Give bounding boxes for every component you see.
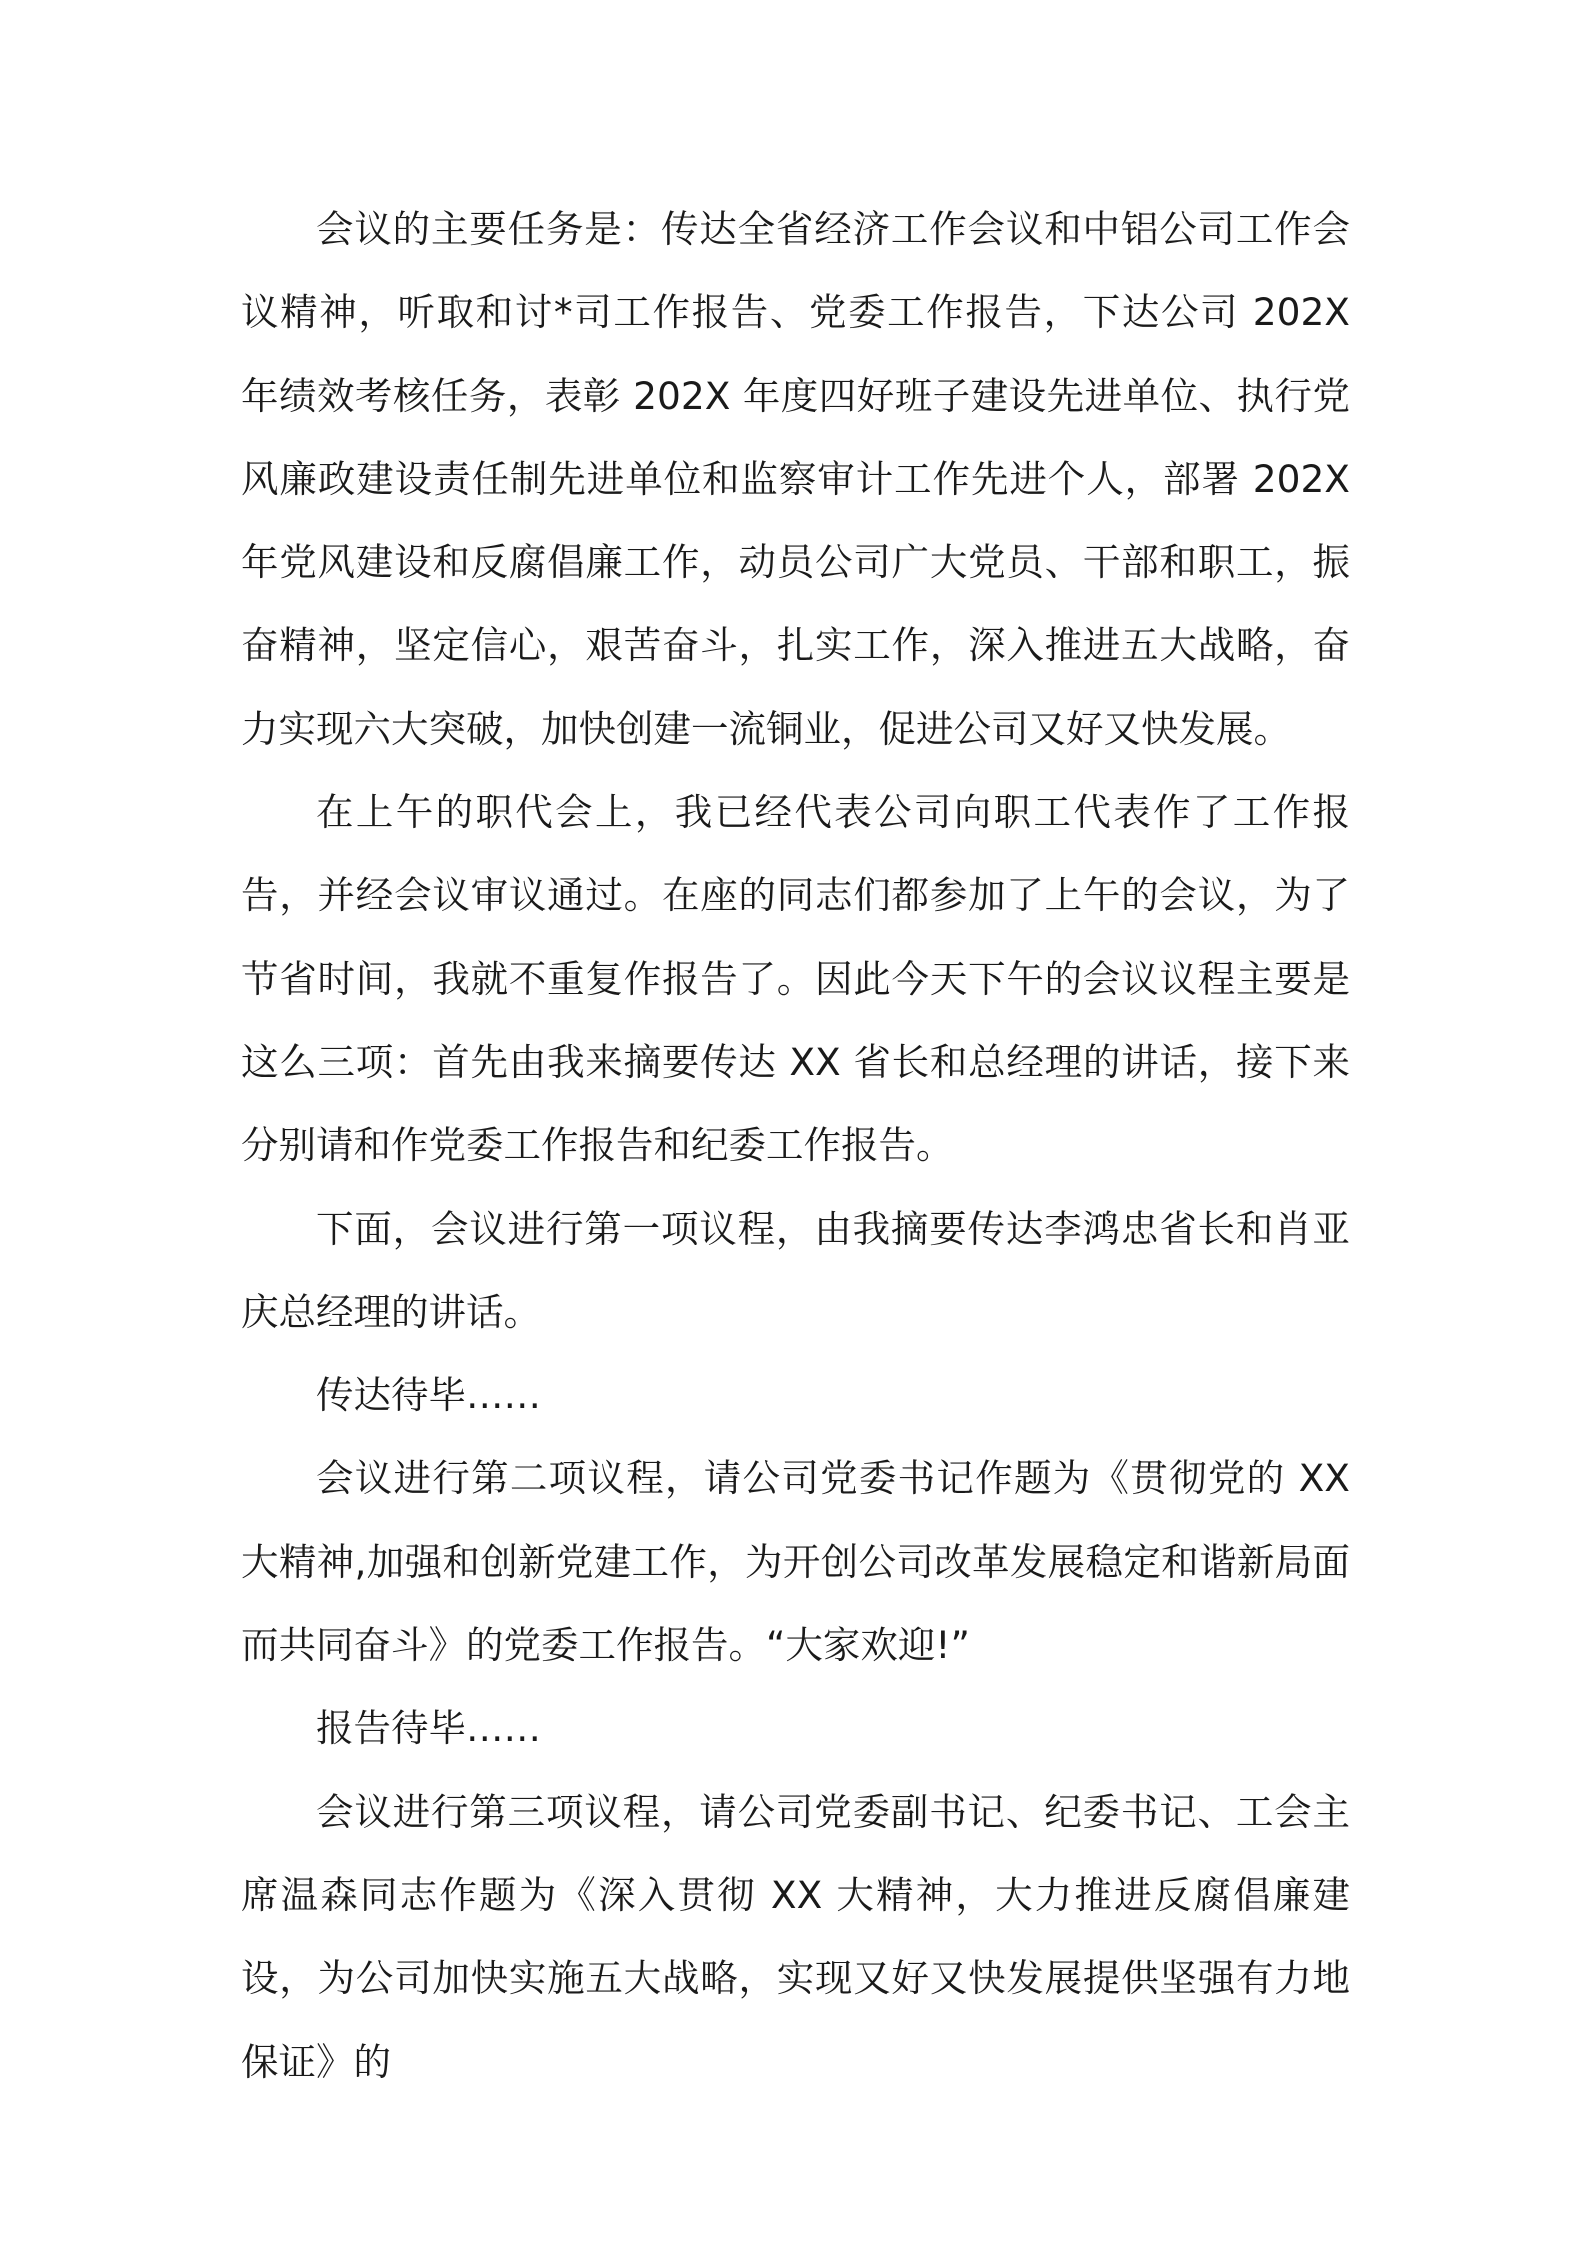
- paragraph-meeting-tasks: 会议的主要任务是：传达全省经济工作会议和中铝公司工作会议精神，听取和讨*司工作报告、党委工作报告，下达公司 202X 年绩效考核任务，表彰 202X 年度四好班子建设先进单位、执行党风廉政建设责任制先进单位和监察审计工作先进个人，部署 202X 年党风建设和反腐倡廉工作，动员公司广大党员、干部和职工，振奋精神，坚定信心，艰苦奋斗，扎实工作，深入推进五大战略，奋力实现六大突破，加快创建一流铜业，促进公司又好又快发展。: [241, 207, 1350, 751]
- paragraph-second-agenda-item: 会议进行第二项议程，请公司党委书记作题为《贯彻党的 XX 大精神,加强和创新党建工作，为开创公司改革发展稳定和谐新局面而共同奋斗》的党委工作报告。“大家欢迎!”: [241, 1456, 1350, 1668]
- document-body: [241, 188, 1350, 2104]
- paragraph-report-pending: 报告待毕……: [316, 1706, 541, 1751]
- paragraph-first-agenda-item: 下面，会议进行第一项议程，由我摘要传达李鸿忠省长和肖亚庆总经理的讲话。: [241, 1206, 1350, 1334]
- paragraph-morning-session: 在上午的职代会上，我已经代表公司向职工代表作了工作报告，并经会议审议通过。在座的同志们都参加了上午的会议，为了节省时间，我就不重复作报告了。因此今天下午的会议议程主要是这么三项：首先由我来摘要传达 XX 省长和总经理的讲话，接下来分别请和作党委工作报告和纪委工作报告。: [241, 790, 1350, 1168]
- paragraph-third-agenda-item: 会议进行第三项议程，请公司党委副书记、纪委书记、工会主席温森同志作题为《深入贯彻 XX 大精神，大力推进反腐倡廉建设，为公司加快实施五大战略，实现又好又快发展提供坚强有力地保证》的: [241, 1789, 1350, 2084]
- paragraph-conveyance-pending: 传达待毕……: [316, 1373, 541, 1418]
